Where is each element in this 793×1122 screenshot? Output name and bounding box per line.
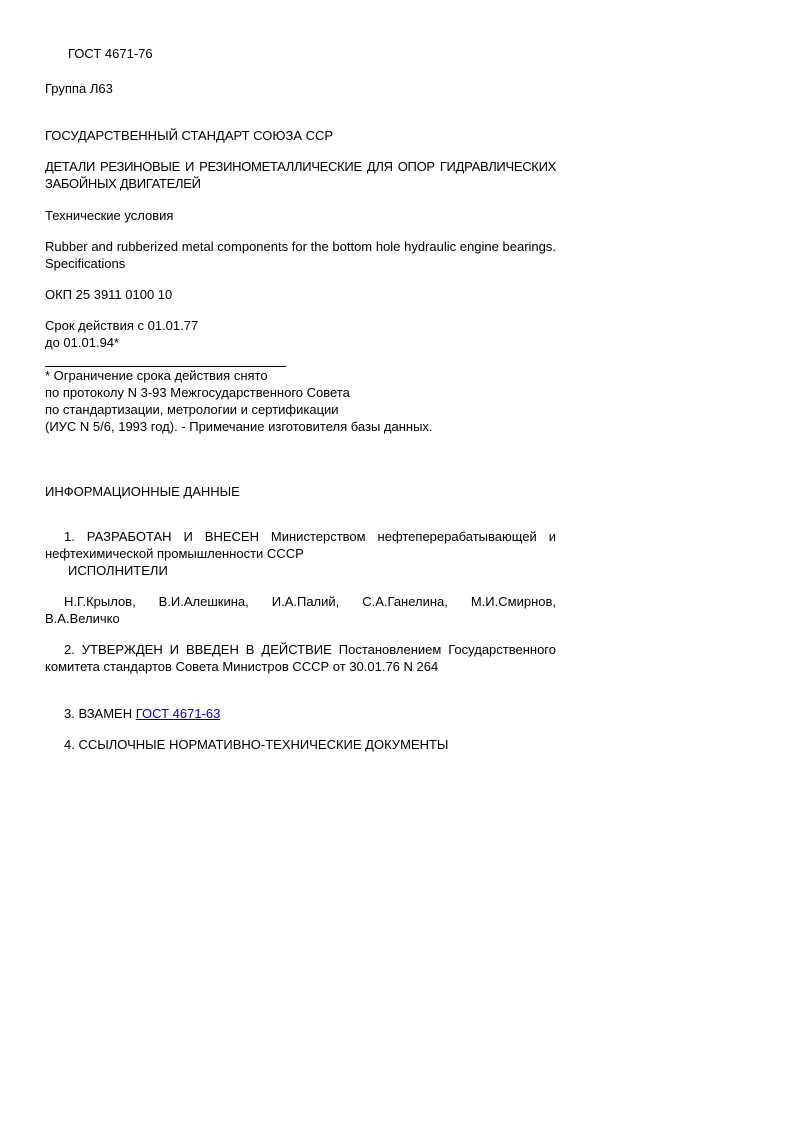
info-item-developed: 1. РАЗРАБОТАН И ВНЕСЕН Министерством нефтеперерабатывающей и нефтехимической промышленности СССР [45,529,556,561]
document-title: ДЕТАЛИ РЕЗИНОВЫЕ И РЕЗИНОМЕТАЛЛИЧЕСКИЕ ДЛЯ ОПОР ГИДРАВЛИЧЕСКИХ ЗАБОЙНЫХ ДВИГАТЕЛЕЙ [45,159,556,191]
executors-label: ИСПОЛНИТЕЛИ [68,563,168,578]
replaces-label: 3. ВЗАМЕН [64,706,136,721]
document-code [45,45,556,62]
footnote-line: по стандартизации, метрологии и сертификации [45,402,339,417]
info-heading: ИНФОРМАЦИОННЫЕ ДАННЫЕ [45,484,240,499]
info-item-replaces [45,705,556,722]
gost-code: ГОСТ 4671-76 [68,46,153,61]
english-title: Rubber and rubberized metal components for the bottom hole hydraulic engine bearings. Specifications [45,239,556,271]
executors-label-row [45,562,556,579]
footnote-line: * Ограничение срока действия снято [45,368,268,383]
references-heading: 4. ССЫЛОЧНЫЕ НОРМАТИВНО-ТЕХНИЧЕСКИЕ ДОКУМЕНТЫ [64,737,449,752]
validity-period [45,317,556,351]
executors-list: Н.Г.Крылов, В.И.Алешкина, И.А.Палий, С.А.Ганелина, М.И.Смирнов, В.А.Величко [45,594,556,626]
footnote [45,367,645,435]
gost-4671-63-link[interactable]: ГОСТ 4671-63 [135,706,221,721]
state-standard-heading: ГОСУДАРСТВЕННЫЙ СТАНДАРТ СОЮЗА ССР [45,128,334,143]
info-item-approved: 2. УТВЕРЖДЕН И ВВЕДЕН В ДЕЙСТВИЕ Постановлением Государственного комитета стандартов Совета Министров СССР от 30.01.76 N 264 [45,642,556,674]
document-subtitle: Технические условия [45,208,174,223]
info-item-references [45,736,556,753]
validity-to: до 01.01.94* [45,335,120,350]
classification-group: Группа Л63 [45,81,113,96]
footnote-line: по протоколу N 3-93 Межгосударственного Совета [45,385,350,400]
validity-from: Срок действия с 01.01.77 [45,318,199,333]
footnote-line: (ИУС N 5/6, 1993 год). - Примечание изготовителя базы данных. [45,419,433,434]
okp-code: ОКП 25 3911 0100 10 [45,287,173,302]
